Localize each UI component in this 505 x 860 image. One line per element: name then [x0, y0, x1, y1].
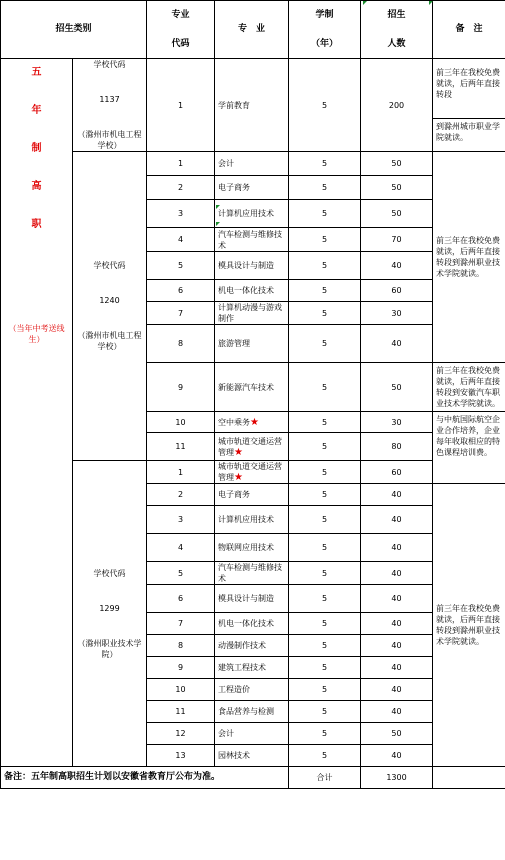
major-name-text: 食品营养与检测 — [218, 707, 275, 716]
school-cell — [73, 461, 147, 767]
major-name-text: 机电一体化技术 — [218, 286, 275, 295]
major-name — [215, 228, 289, 252]
major-name-text: 旅游管理 — [218, 339, 251, 348]
major-code: 7 — [147, 302, 215, 325]
header-row — [1, 1, 505, 59]
major-name-text: 动漫制作技术 — [218, 641, 267, 650]
years-cell: 5 — [289, 280, 361, 302]
major-name — [215, 484, 289, 506]
major-name-text: 城市轨道交通运营管理 — [218, 436, 283, 457]
major-name — [215, 461, 289, 484]
footer-empty — [433, 767, 505, 789]
major-code: 10 — [147, 679, 215, 701]
major-name — [215, 701, 289, 723]
major-code: 3 — [147, 506, 215, 534]
category-note: （当年中考送线生） — [8, 324, 65, 344]
major-name — [215, 59, 289, 152]
remark-part: 到滁州城市职业学院就读。 — [436, 122, 501, 142]
header-enroll-line2: 人数 — [387, 38, 406, 49]
major-code: 11 — [147, 433, 215, 461]
major-name — [215, 252, 289, 280]
count-cell: 40 — [361, 562, 433, 585]
major-name-text: 模具设计与制造 — [218, 594, 275, 603]
count-cell: 200 — [361, 59, 433, 152]
major-code: 3 — [147, 200, 215, 228]
major-code: 1 — [147, 59, 215, 152]
table-row — [1, 59, 505, 152]
major-name-text: 物联网应用技术 — [218, 543, 275, 552]
years-cell: 5 — [289, 745, 361, 767]
count-cell: 40 — [361, 484, 433, 506]
major-code: 6 — [147, 585, 215, 613]
years-cell: 5 — [289, 252, 361, 280]
count-cell: 60 — [361, 280, 433, 302]
count-cell: 50 — [361, 723, 433, 745]
school-name: （滁州市机电工程学校） — [77, 331, 142, 351]
remark-cell: 前三年在我校免费就读，后两年直接转段到滁州职业技术学院就读。 — [433, 152, 505, 363]
years-cell: 5 — [289, 506, 361, 534]
years-cell: 5 — [289, 701, 361, 723]
count-cell: 40 — [361, 585, 433, 613]
footer-row — [1, 767, 505, 789]
remark-cell: 前三年在我校免费就读，后两年直接转段到安徽汽车职业技术学院就读。 — [433, 363, 505, 412]
major-name — [215, 745, 289, 767]
category-char: 高 — [31, 181, 42, 192]
major-code: 12 — [147, 723, 215, 745]
years-cell: 5 — [289, 484, 361, 506]
major-name — [215, 657, 289, 679]
header-years-line2: （年） — [311, 38, 339, 49]
major-code: 9 — [147, 657, 215, 679]
remark-cell: 与中航国际航空企业合作培养，企业每年收取相应的特色课程培训费。 — [433, 412, 505, 484]
count-cell: 40 — [361, 252, 433, 280]
total-label: 合计 — [289, 767, 361, 789]
count-cell: 40 — [361, 613, 433, 635]
years-cell: 5 — [289, 679, 361, 701]
header-enroll-line1: 招生 — [387, 9, 406, 20]
years-cell: 5 — [289, 325, 361, 363]
count-cell: 50 — [361, 363, 433, 412]
major-name — [215, 363, 289, 412]
major-code: 8 — [147, 635, 215, 657]
count-cell: 80 — [361, 433, 433, 461]
table-row — [1, 461, 505, 484]
years-cell: 5 — [289, 433, 361, 461]
count-cell: 50 — [361, 176, 433, 200]
header-remark: 备 注 — [433, 1, 505, 59]
major-name — [215, 200, 289, 228]
category-char: 职 — [31, 219, 42, 230]
major-name — [215, 280, 289, 302]
major-code: 5 — [147, 252, 215, 280]
years-cell: 5 — [289, 302, 361, 325]
table-row — [1, 152, 505, 176]
major-name-text: 机电一体化技术 — [218, 619, 275, 628]
major-name — [215, 562, 289, 585]
years-cell: 5 — [289, 562, 361, 585]
years-cell: 5 — [289, 657, 361, 679]
major-code: 2 — [147, 176, 215, 200]
major-name — [215, 534, 289, 562]
major-name — [215, 635, 289, 657]
major-code: 1 — [147, 461, 215, 484]
major-name-text: 园林技术 — [218, 751, 251, 760]
years-cell: 5 — [289, 228, 361, 252]
major-name — [215, 679, 289, 701]
category-cell — [1, 59, 73, 767]
remark-part: 前三年在我校免费就读，后两年直接转段 — [433, 65, 505, 119]
major-code: 2 — [147, 484, 215, 506]
remark-cell: 前三年在我校免费就读，后两年直接转段到滁州职业技术学院就读。 — [433, 484, 505, 767]
major-name-text: 空中乘务 — [218, 417, 251, 427]
school-code-label: 学校代码 — [93, 261, 126, 270]
count-cell: 30 — [361, 302, 433, 325]
count-cell: 40 — [361, 701, 433, 723]
major-name — [215, 152, 289, 176]
major-code: 1 — [147, 152, 215, 176]
star-icon: ★ — [234, 472, 243, 483]
count-cell: 50 — [361, 200, 433, 228]
count-cell: 40 — [361, 657, 433, 679]
count-cell: 70 — [361, 228, 433, 252]
major-name — [215, 433, 289, 461]
count-cell: 60 — [361, 461, 433, 484]
years-cell: 5 — [289, 585, 361, 613]
major-name — [215, 176, 289, 200]
major-code: 13 — [147, 745, 215, 767]
major-code: 8 — [147, 325, 215, 363]
header-code — [147, 1, 215, 59]
years-cell: 5 — [289, 723, 361, 745]
years-cell: 5 — [289, 363, 361, 412]
school-cell — [73, 59, 147, 152]
major-name-text: 建筑工程技术 — [218, 663, 267, 672]
count-cell: 30 — [361, 412, 433, 433]
years-cell: 5 — [289, 176, 361, 200]
count-cell: 40 — [361, 745, 433, 767]
major-code: 9 — [147, 363, 215, 412]
school-cell — [73, 152, 147, 461]
cell-comment-marker — [216, 222, 220, 226]
category-char: 制 — [31, 143, 42, 154]
major-name-text: 计算机动漫与游戏制作 — [218, 303, 283, 323]
years-cell: 5 — [289, 152, 361, 176]
major-code: 4 — [147, 228, 215, 252]
cell-comment-marker — [429, 1, 433, 5]
major-name-text: 汽车检测与维修技术 — [218, 563, 283, 583]
school-code: 1299 — [99, 603, 120, 613]
header-code-line2: 代码 — [171, 38, 190, 49]
years-cell: 5 — [289, 59, 361, 152]
count-cell: 40 — [361, 534, 433, 562]
school-name: （滁州职业技术学院） — [77, 638, 142, 659]
cell-comment-marker — [216, 205, 220, 209]
major-name — [215, 325, 289, 363]
major-name-text: 工程造价 — [218, 685, 251, 694]
total-value: 1300 — [361, 767, 433, 789]
years-cell: 5 — [289, 613, 361, 635]
major-code: 11 — [147, 701, 215, 723]
major-code: 6 — [147, 280, 215, 302]
category-char: 五 — [31, 67, 42, 78]
major-name-text: 会计 — [218, 159, 235, 168]
years-cell: 5 — [289, 200, 361, 228]
school-code-label: 学校代码 — [93, 568, 126, 578]
major-name — [215, 412, 289, 433]
major-name-text: 学前教育 — [218, 100, 251, 110]
major-code: 5 — [147, 562, 215, 585]
count-cell: 40 — [361, 635, 433, 657]
years-cell: 5 — [289, 412, 361, 433]
header-major: 专 业 — [215, 1, 289, 59]
school-name: （滁州市机电工程学校） — [77, 130, 142, 150]
major-name — [215, 723, 289, 745]
major-name-text: 汽车检测与维修技术 — [218, 229, 283, 250]
major-name-text: 新能源汽车技术 — [218, 382, 275, 392]
count-cell: 40 — [361, 679, 433, 701]
header-years — [289, 1, 361, 59]
major-name-text: 模具设计与制造 — [218, 261, 275, 270]
star-icon: ★ — [250, 416, 259, 428]
major-code: 7 — [147, 613, 215, 635]
header-years-line1: 学制 — [315, 9, 334, 20]
count-cell: 50 — [361, 152, 433, 176]
header-code-line1: 专业 — [171, 9, 190, 20]
category-char: 年 — [31, 105, 42, 116]
school-code: 1240 — [99, 296, 120, 305]
major-name-text: 会计 — [218, 729, 235, 738]
count-cell: 40 — [361, 506, 433, 534]
major-name-text: 电子商务 — [218, 183, 251, 192]
years-cell: 5 — [289, 635, 361, 657]
school-code: 1137 — [99, 95, 120, 104]
header-enroll — [361, 1, 433, 59]
major-code: 4 — [147, 534, 215, 562]
major-name — [215, 613, 289, 635]
star-icon: ★ — [234, 446, 243, 458]
years-cell: 5 — [289, 534, 361, 562]
major-name-text: 城市轨道交通运营管理 — [218, 462, 283, 482]
remark-cell — [433, 59, 505, 152]
major-name — [215, 506, 289, 534]
count-cell: 40 — [361, 325, 433, 363]
years-cell: 5 — [289, 461, 361, 484]
cell-comment-marker — [363, 1, 367, 5]
footer-note: 备注：五年制高职招生计划以安徽省教育厅公布为准。 — [1, 767, 289, 789]
major-name-text: 计算机应用技术 — [218, 515, 275, 524]
header-category: 招生类别 — [1, 1, 147, 59]
major-name-text: 电子商务 — [218, 490, 251, 499]
major-name-text: 计算机应用技术 — [218, 209, 275, 218]
major-name — [215, 302, 289, 325]
major-code: 10 — [147, 412, 215, 433]
school-code-label: 学校代码 — [93, 60, 126, 69]
major-name — [215, 585, 289, 613]
